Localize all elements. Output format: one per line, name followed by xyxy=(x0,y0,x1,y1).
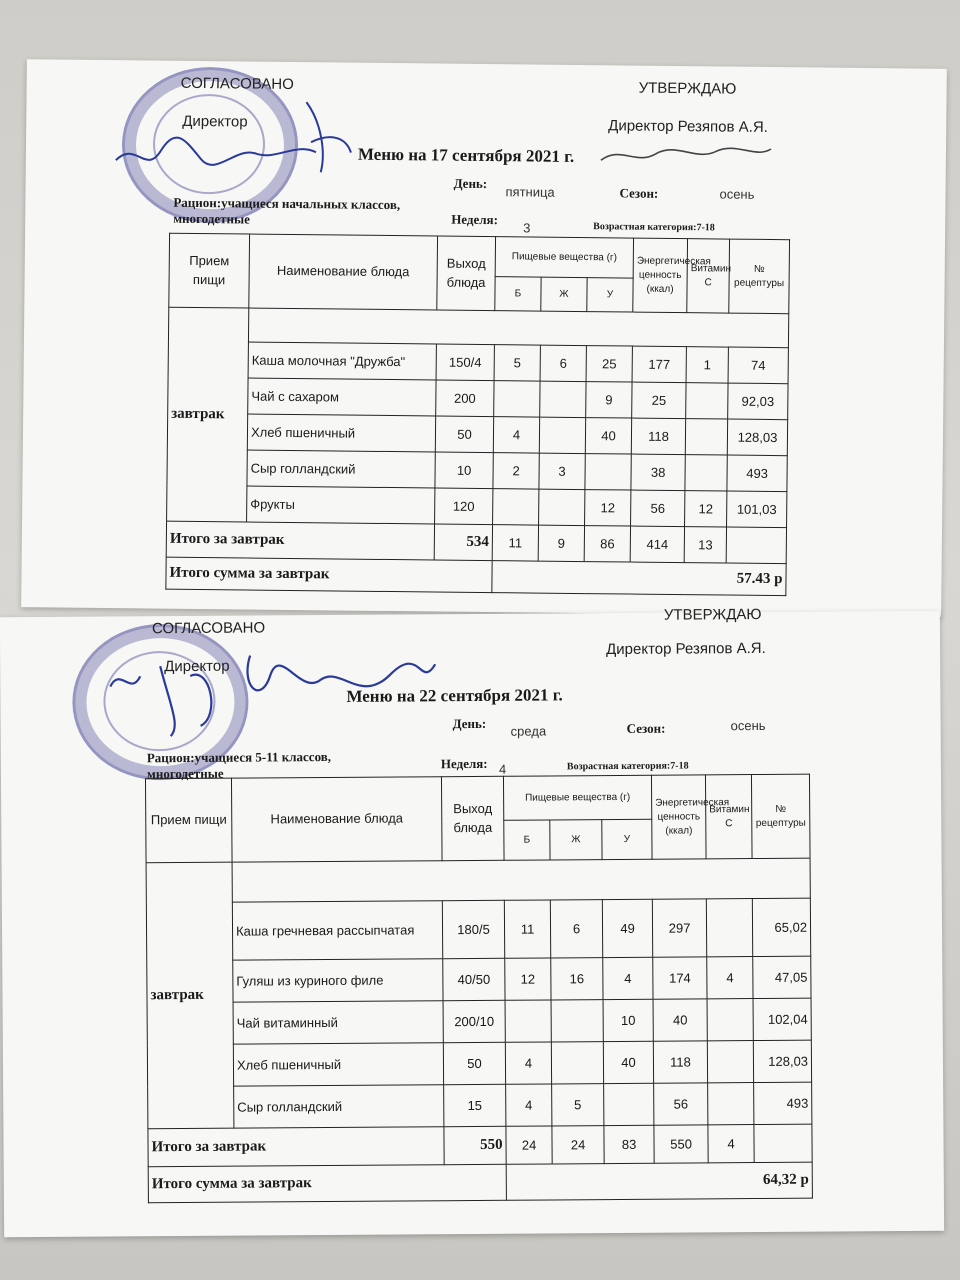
total-kcal: 414 xyxy=(630,526,684,563)
dish-u: 40 xyxy=(585,418,631,454)
age-category: Возрастная категория:7-18 xyxy=(566,760,689,773)
dish-recipe: 74 xyxy=(728,347,788,384)
dish-zh xyxy=(551,1042,603,1084)
dish-b: 4 xyxy=(505,1042,551,1084)
dish-yield: 15 xyxy=(444,1084,506,1126)
signature xyxy=(105,80,366,203)
dish-name: Сыр голландский xyxy=(234,1085,444,1128)
dish-recipe: 493 xyxy=(727,455,787,492)
table-row xyxy=(147,998,811,1045)
dish-vitamin: 4 xyxy=(707,957,753,999)
dish-vitamin xyxy=(685,419,727,455)
week-label: Неделя: xyxy=(451,211,499,228)
header-u: У xyxy=(602,819,652,859)
dish-kcal: 118 xyxy=(631,418,685,455)
menu-table xyxy=(145,774,813,1204)
dish-u xyxy=(604,1083,654,1125)
dish-zh xyxy=(539,417,585,453)
meal-spacer xyxy=(232,858,810,902)
week-value: 4 xyxy=(498,761,507,777)
dish-u: 10 xyxy=(603,999,653,1041)
dish-yield: 50 xyxy=(443,1042,505,1084)
dish-b xyxy=(493,489,539,525)
meal-name: завтрак xyxy=(167,307,249,522)
header-zh: Ж xyxy=(550,820,602,860)
meal-spacer xyxy=(248,308,788,348)
dish-zh xyxy=(551,1000,603,1042)
dish-name: Фрукты xyxy=(247,486,435,524)
ration-label: Рацион:учащиеся 5-11 классов, многодетные xyxy=(146,748,332,781)
dish-name: Хлеб пшеничный xyxy=(233,1043,443,1086)
dish-kcal: 56 xyxy=(631,490,685,527)
total-b: 11 xyxy=(492,525,538,561)
approved-heading: УТВЕРЖДАЮ xyxy=(638,79,737,98)
total-vitamin: 4 xyxy=(708,1125,754,1163)
total-zh: 9 xyxy=(538,525,584,561)
header-vitamin: Витамин С xyxy=(687,239,730,313)
header-u: У xyxy=(587,278,633,312)
dish-b: 4 xyxy=(493,417,539,453)
dish-zh: 16 xyxy=(551,958,603,1000)
dish-recipe: 493 xyxy=(754,1082,812,1124)
dish-b: 5 xyxy=(494,345,540,381)
menu-table xyxy=(165,233,790,596)
total-zh: 24 xyxy=(552,1126,604,1164)
approved-director: Директор Резяпов А.Я. xyxy=(606,639,766,659)
sum-value: 57.43 р xyxy=(492,561,786,596)
header-energy: Энергетическая ценность (ккал) xyxy=(633,238,688,313)
table-row xyxy=(147,1040,811,1087)
dish-recipe: 92,03 xyxy=(728,383,788,420)
total-u: 86 xyxy=(584,526,630,562)
menu-title: Меню на 22 сентября 2021 г. xyxy=(346,685,563,706)
dish-recipe: 47,05 xyxy=(753,956,811,998)
sum-row xyxy=(166,557,786,595)
header-nutrients: Пищевые вещества (г) xyxy=(495,237,633,278)
dish-zh xyxy=(539,489,585,525)
menu-sheet-1 xyxy=(21,59,947,617)
header-yield: Выход блюда xyxy=(437,236,496,311)
table-row xyxy=(146,898,810,961)
dish-recipe: 101,03 xyxy=(727,491,787,528)
dish-vitamin: 1 xyxy=(686,347,728,383)
dish-b: 2 xyxy=(493,453,539,489)
dish-vitamin xyxy=(686,383,728,419)
dish-name: Чай с сахаром xyxy=(248,378,436,416)
dish-b xyxy=(505,1000,551,1042)
dish-kcal: 174 xyxy=(653,957,707,999)
agreed-director: Директор xyxy=(164,657,230,676)
week-value: 3 xyxy=(523,220,531,236)
dish-vitamin xyxy=(707,999,753,1041)
header-dish: Наименование блюда xyxy=(231,777,442,862)
dish-yield: 180/5 xyxy=(442,900,504,958)
approved-director: Директор Резяпов А.Я. xyxy=(608,117,768,136)
total-kcal: 550 xyxy=(654,1125,708,1163)
dish-name: Гуляш из куриного филе xyxy=(233,959,443,1002)
agreed-heading: СОГЛАСОВАНО xyxy=(151,619,266,638)
total-vitamin: 13 xyxy=(684,527,726,563)
header-zh: Ж xyxy=(541,277,587,311)
week-label: Неделя: xyxy=(440,755,488,772)
dish-recipe: 128,03 xyxy=(727,419,787,456)
day-label: День: xyxy=(452,715,487,732)
dish-recipe: 65,02 xyxy=(752,898,810,956)
total-label: Итого за завтрак xyxy=(166,521,434,560)
dish-u: 9 xyxy=(586,382,632,418)
dish-u: 4 xyxy=(603,957,653,999)
signature xyxy=(596,135,776,177)
dish-b: 12 xyxy=(505,958,551,1000)
day-value: пятница xyxy=(505,184,555,200)
approved-heading: УТВЕРЖДАЮ xyxy=(663,605,762,624)
dish-zh: 6 xyxy=(550,900,602,958)
dish-kcal: 297 xyxy=(652,899,706,957)
sum-row xyxy=(148,1162,812,1203)
dish-u xyxy=(585,454,631,490)
sum-label: Итого сумма за завтрак xyxy=(148,1164,506,1202)
dish-recipe: 102,04 xyxy=(753,998,811,1040)
dish-zh xyxy=(540,381,586,417)
dish-kcal: 40 xyxy=(653,999,707,1041)
header-nutrients: Пищевые вещества (г) xyxy=(503,775,651,820)
day-value: среда xyxy=(510,723,547,739)
meal-name: завтрак xyxy=(146,862,234,1129)
agreed-heading: СОГЛАСОВАНО xyxy=(180,74,294,93)
dish-vitamin xyxy=(707,1041,753,1083)
table-row xyxy=(147,956,811,1003)
header-energy: Энергетическая ценность (ккал) xyxy=(651,775,706,859)
dish-u: 25 xyxy=(586,346,632,382)
dish-vitamin: 12 xyxy=(685,491,727,527)
dish-name: Чай витаминный xyxy=(233,1001,443,1044)
dish-yield: 200/10 xyxy=(443,1000,505,1042)
agreed-director: Директор xyxy=(182,112,248,131)
dish-u: 40 xyxy=(603,1041,653,1083)
dish-kcal: 38 xyxy=(631,454,685,491)
dish-yield: 50 xyxy=(435,416,493,453)
header-meal: Прием пищи xyxy=(169,233,250,308)
sum-label: Итого сумма за завтрак xyxy=(166,557,492,592)
header-b: Б xyxy=(504,820,550,860)
season-label: Сезон: xyxy=(619,185,659,201)
dish-name: Сыр голландский xyxy=(247,450,435,488)
dish-b: 11 xyxy=(504,900,550,958)
total-b: 24 xyxy=(506,1126,552,1164)
header-meal: Прием пищи xyxy=(145,778,232,863)
dish-name: Каша гречневая рассыпчатая xyxy=(232,901,442,960)
dish-recipe: 128,03 xyxy=(753,1040,811,1082)
dish-zh: 5 xyxy=(552,1084,604,1126)
menu-sheet-2 xyxy=(0,605,944,1238)
ration-label: Рацион:учащиеся начальных классов, многодетные xyxy=(173,194,401,227)
header-b: Б xyxy=(495,277,541,311)
menu-title: Меню на 17 сентября 2021 г. xyxy=(357,144,575,166)
header-yield: Выход блюда xyxy=(441,776,504,860)
total-yield: 534 xyxy=(434,524,492,561)
dish-u: 12 xyxy=(585,490,631,526)
header-recipe: № рецептуры xyxy=(729,239,790,314)
dish-b: 4 xyxy=(506,1084,552,1126)
dish-b xyxy=(494,381,540,417)
dish-kcal: 25 xyxy=(632,382,686,419)
dish-kcal: 177 xyxy=(632,346,686,383)
dish-kcal: 118 xyxy=(653,1041,707,1083)
dish-u: 49 xyxy=(602,899,652,957)
table-row xyxy=(148,1082,812,1129)
dish-yield: 40/50 xyxy=(443,958,505,1000)
season-value: осень xyxy=(719,186,755,202)
total-label: Итого за завтрак xyxy=(148,1127,444,1167)
season-label: Сезон: xyxy=(626,720,666,736)
dish-zh: 6 xyxy=(540,345,586,381)
dish-vitamin xyxy=(706,899,752,957)
dish-yield: 150/4 xyxy=(436,344,494,381)
total-yield: 550 xyxy=(444,1126,506,1164)
dish-name: Хлеб пшеничный xyxy=(247,414,435,452)
season-value: осень xyxy=(730,717,766,734)
dish-name: Каша молочная "Дружба" xyxy=(248,342,436,380)
total-row xyxy=(148,1124,812,1167)
sum-value: 64,32 р xyxy=(506,1162,812,1200)
dish-yield: 200 xyxy=(436,380,494,417)
header-vitamin: Витамин С xyxy=(705,775,752,859)
dish-zh: 3 xyxy=(539,453,585,489)
age-category: Возрастная категория:7-18 xyxy=(593,221,715,234)
day-label: День: xyxy=(453,175,488,192)
header-dish: Наименование блюда xyxy=(249,234,438,310)
dish-vitamin xyxy=(685,455,727,491)
dish-kcal: 56 xyxy=(654,1083,708,1125)
header-recipe: № рецептуры xyxy=(751,774,810,858)
dish-yield: 120 xyxy=(435,488,493,525)
dish-yield: 10 xyxy=(435,452,493,489)
dish-vitamin xyxy=(708,1083,754,1125)
total-u: 83 xyxy=(604,1125,654,1163)
